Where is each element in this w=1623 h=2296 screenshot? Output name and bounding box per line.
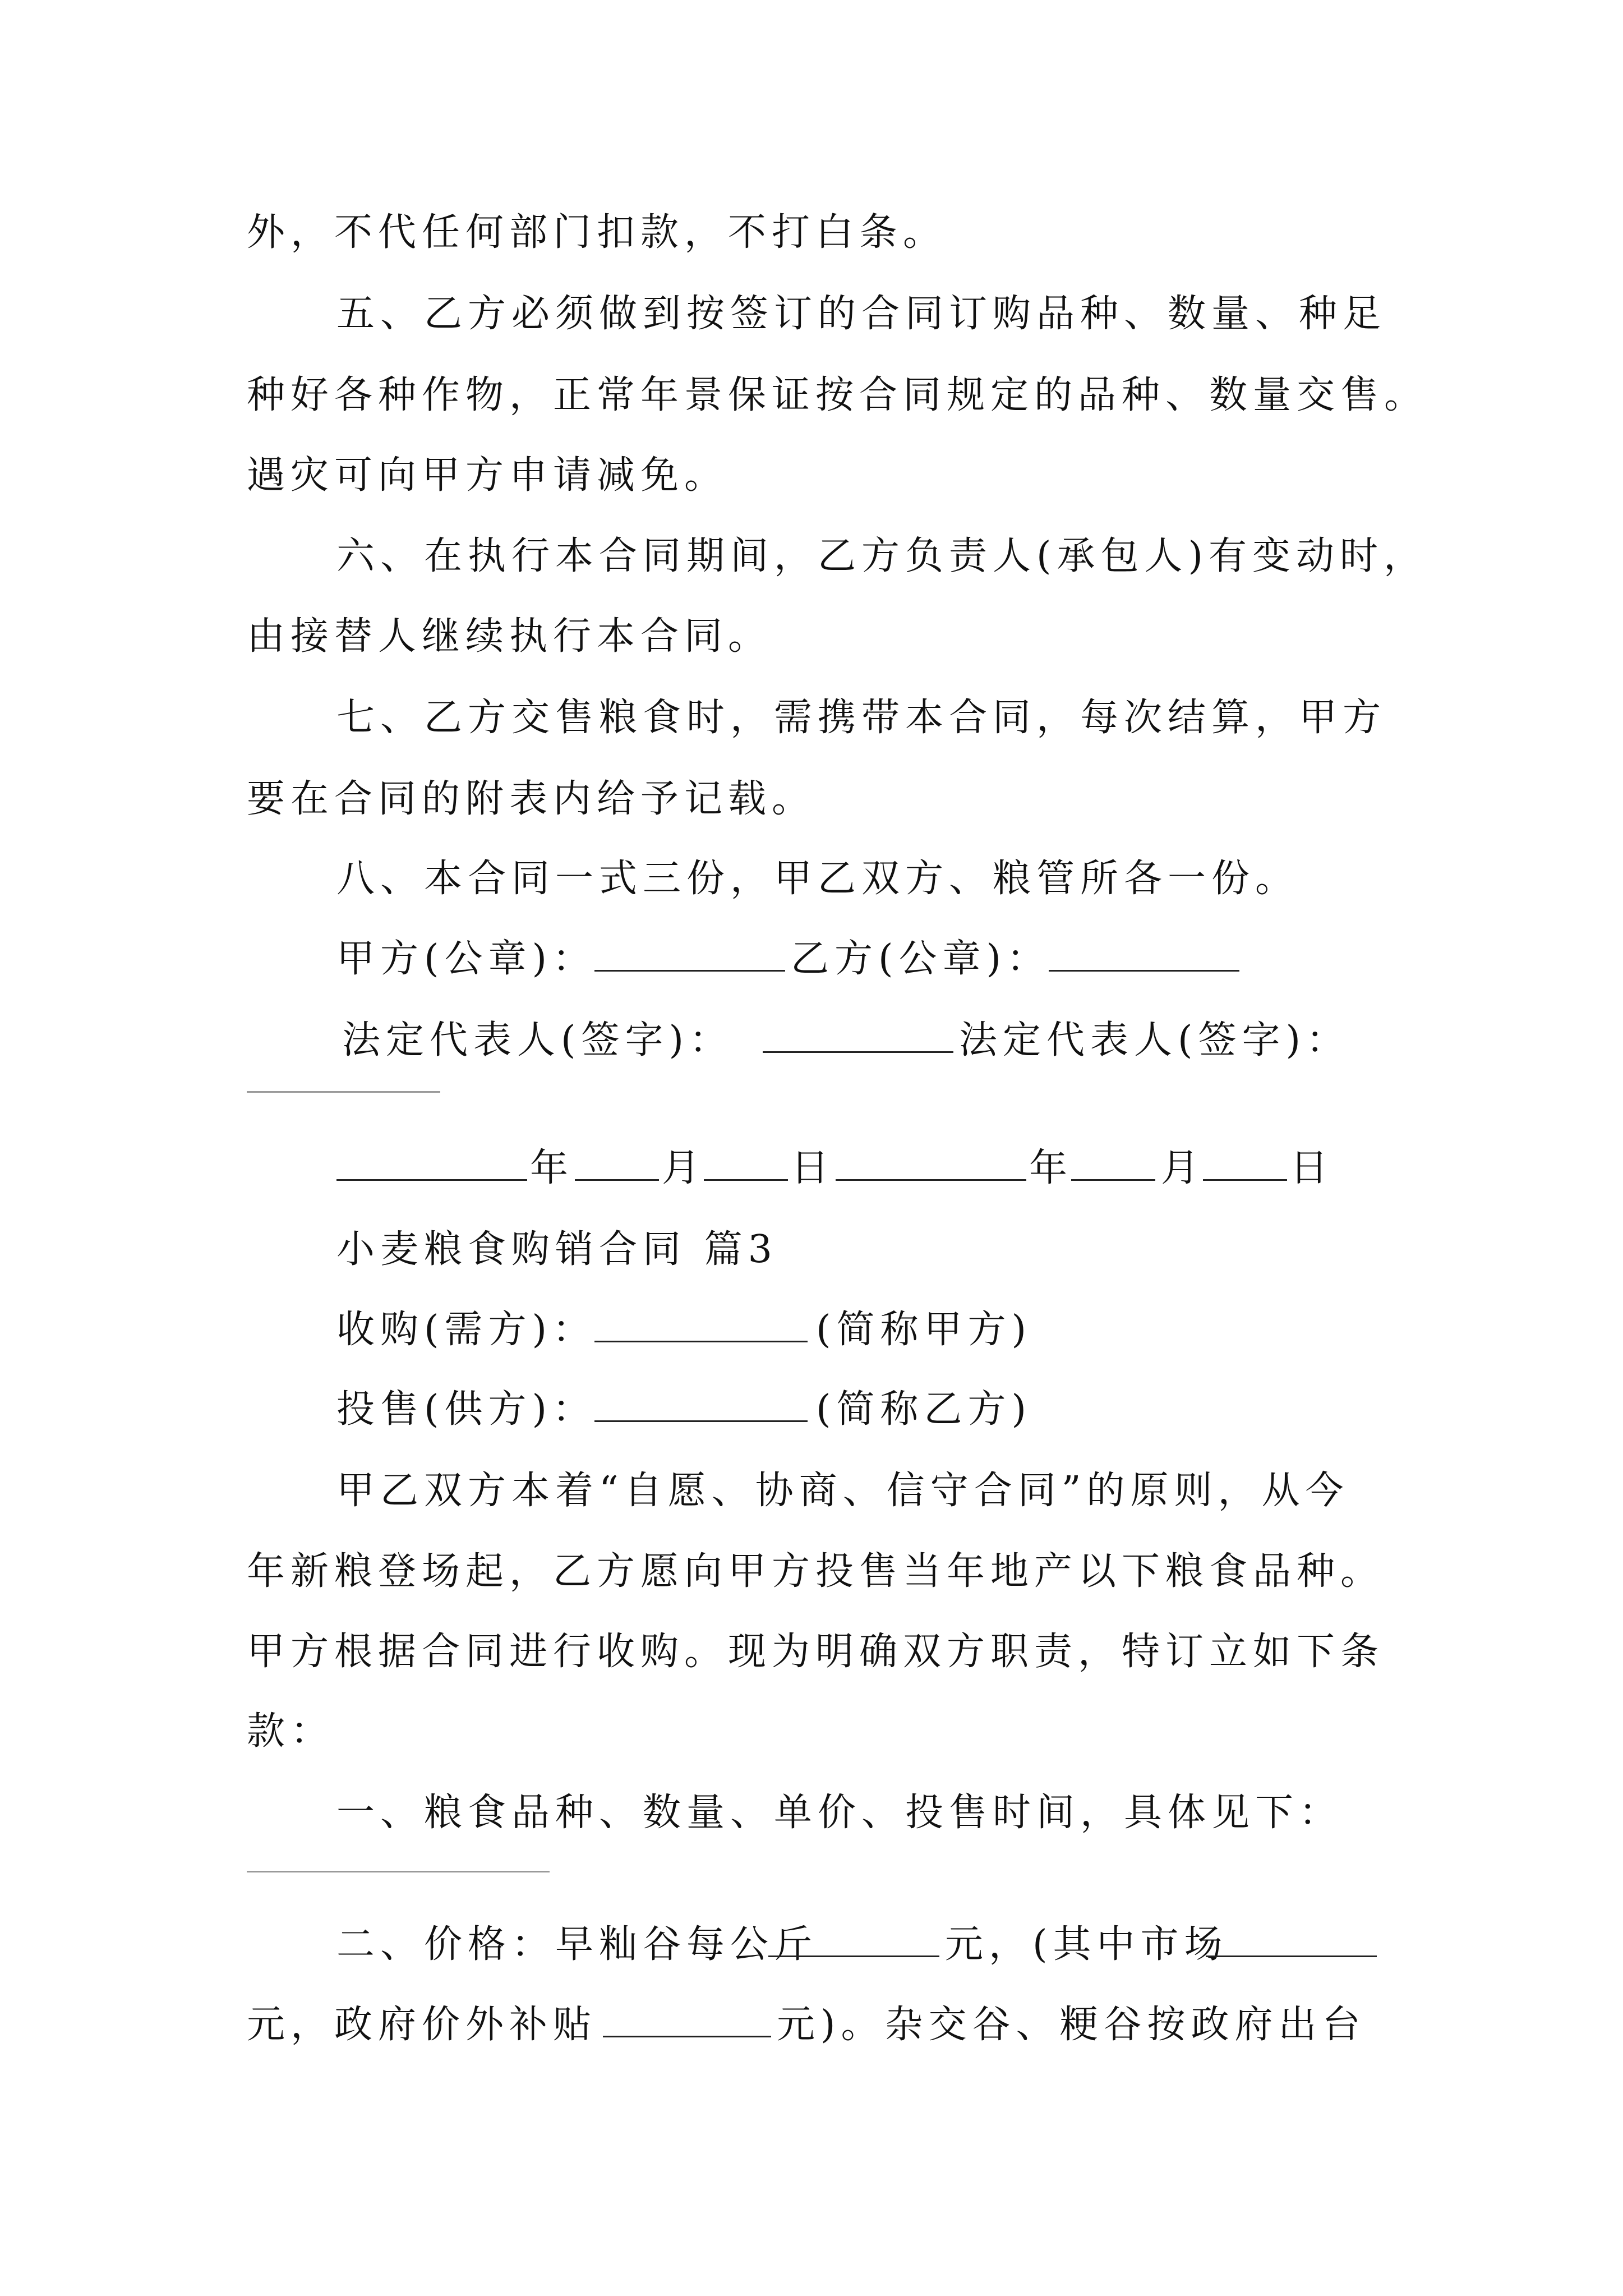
line-text: 遇灾可向甲方申请减免。 [247,453,728,498]
line-text: 要在合同的附表内给予记载。 [247,777,816,821]
text-line [0,283,1623,345]
date-year-blank-a[interactable] [336,1138,527,1199]
text-line [0,202,1623,264]
day-label-b: 日 [1290,1146,1334,1190]
date-month-blank-a[interactable] [575,1138,659,1199]
date-month-blank-b[interactable] [1071,1138,1155,1199]
clause-one: 一、粮食品种、数量、单价、投售时间，具体见下： [336,1791,1343,1835]
legal-rep-b-label: 法定代表人(签字)： [959,1018,1350,1062]
buyer-line [0,1299,1623,1361]
seller-label: 投售(供方)： [336,1387,597,1432]
section-title: 小麦粮食购销合同 篇3 [336,1227,778,1272]
price-prefix: 二、价格：早籼谷每公斤 [336,1922,818,1967]
section-title-line [0,1219,1623,1281]
text-line [0,365,1623,426]
buyer-blank[interactable] [594,1299,808,1361]
price-blank-market[interactable] [1206,1914,1377,1976]
text-line [0,445,1623,507]
buyer-label: 收购(需方)： [336,1308,597,1352]
text-line [0,1460,1623,1522]
intro-text: 款： [247,1709,335,1754]
intro-text: 甲方根据合同进行收购。现为明确双方职责，特订立如下条 [247,1630,1385,1674]
line-text: 七、乙方交售粮食时，需携带本合同，每次结算，甲方 [336,696,1387,740]
text-line [0,1621,1623,1683]
legal-rep-a-label: 法定代表人(签字)： [342,1018,734,1062]
text-line [0,848,1623,910]
month-label-a: 月 [662,1146,706,1190]
price-yuan-2: 元，政府价外补贴 [247,2003,597,2047]
line-text: 种好各种作物，正常年景保证按合同规定的品种、数量交售。 [247,373,1428,417]
line-text: 由接替人继续执行本合同。 [247,614,772,659]
clause-one-blank[interactable] [247,1871,550,1872]
party-b-seal-blank[interactable] [1049,928,1239,990]
date-day-blank-b[interactable] [1203,1138,1287,1199]
text-line [0,769,1623,830]
year-label-b: 年 [1029,1146,1073,1190]
party-a-seal-label: 甲方(公章)： [336,937,597,981]
month-label-b: 月 [1161,1146,1205,1190]
text-line [0,1541,1623,1603]
text-line [0,606,1623,668]
seller-blank[interactable] [594,1379,808,1441]
price-tail: 元)。杂交谷、粳谷按政府出台 [777,2003,1366,2047]
day-label-a: 日 [791,1146,835,1190]
line-text: 五、乙方必须做到按签订的合同订购品种、数量、种足 [336,292,1387,336]
legal-rep-a-blank[interactable] [763,1010,953,1071]
price-blank-a[interactable] [768,1914,939,1976]
party-a-seal-blank[interactable] [594,928,785,990]
line-text: 六、在执行本合同期间，乙方负责人(承包人)有变动时， [336,534,1428,578]
price-line-2 [0,1994,1623,2056]
line-text: 八、本合同一式三份，甲乙双方、粮管所各一份。 [336,857,1299,901]
line-text: 外，不代任何部门扣款，不打白条。 [247,210,947,255]
date-line [0,1138,1623,1199]
seller-suffix: (简称乙方) [816,1387,1032,1432]
text-line [0,1782,1623,1844]
text-line [0,1701,1623,1763]
buyer-suffix: (简称甲方) [816,1308,1032,1352]
party-b-seal-label: 乙方(公章)： [791,937,1051,981]
price-yuan: 元，(其中市场 [945,1922,1228,1967]
year-label-a: 年 [530,1146,574,1190]
price-line [0,1914,1623,1976]
intro-text: 年新粮登场起，乙方愿向甲方投售当年地产以下粮食品种。 [247,1549,1385,1594]
legal-rep-b-blank[interactable] [247,1091,440,1093]
date-day-blank-a[interactable] [704,1138,788,1199]
date-year-blank-b[interactable] [836,1138,1026,1199]
seal-line [0,928,1623,990]
text-line [0,526,1623,587]
intro-text: 甲乙双方本着“自愿、协商、信守合同”的原则，从今 [336,1469,1349,1513]
legal-rep-line [0,1010,1623,1071]
price-blank-subsidy[interactable] [603,1994,771,2056]
seller-line [0,1379,1623,1441]
text-line [0,687,1623,749]
